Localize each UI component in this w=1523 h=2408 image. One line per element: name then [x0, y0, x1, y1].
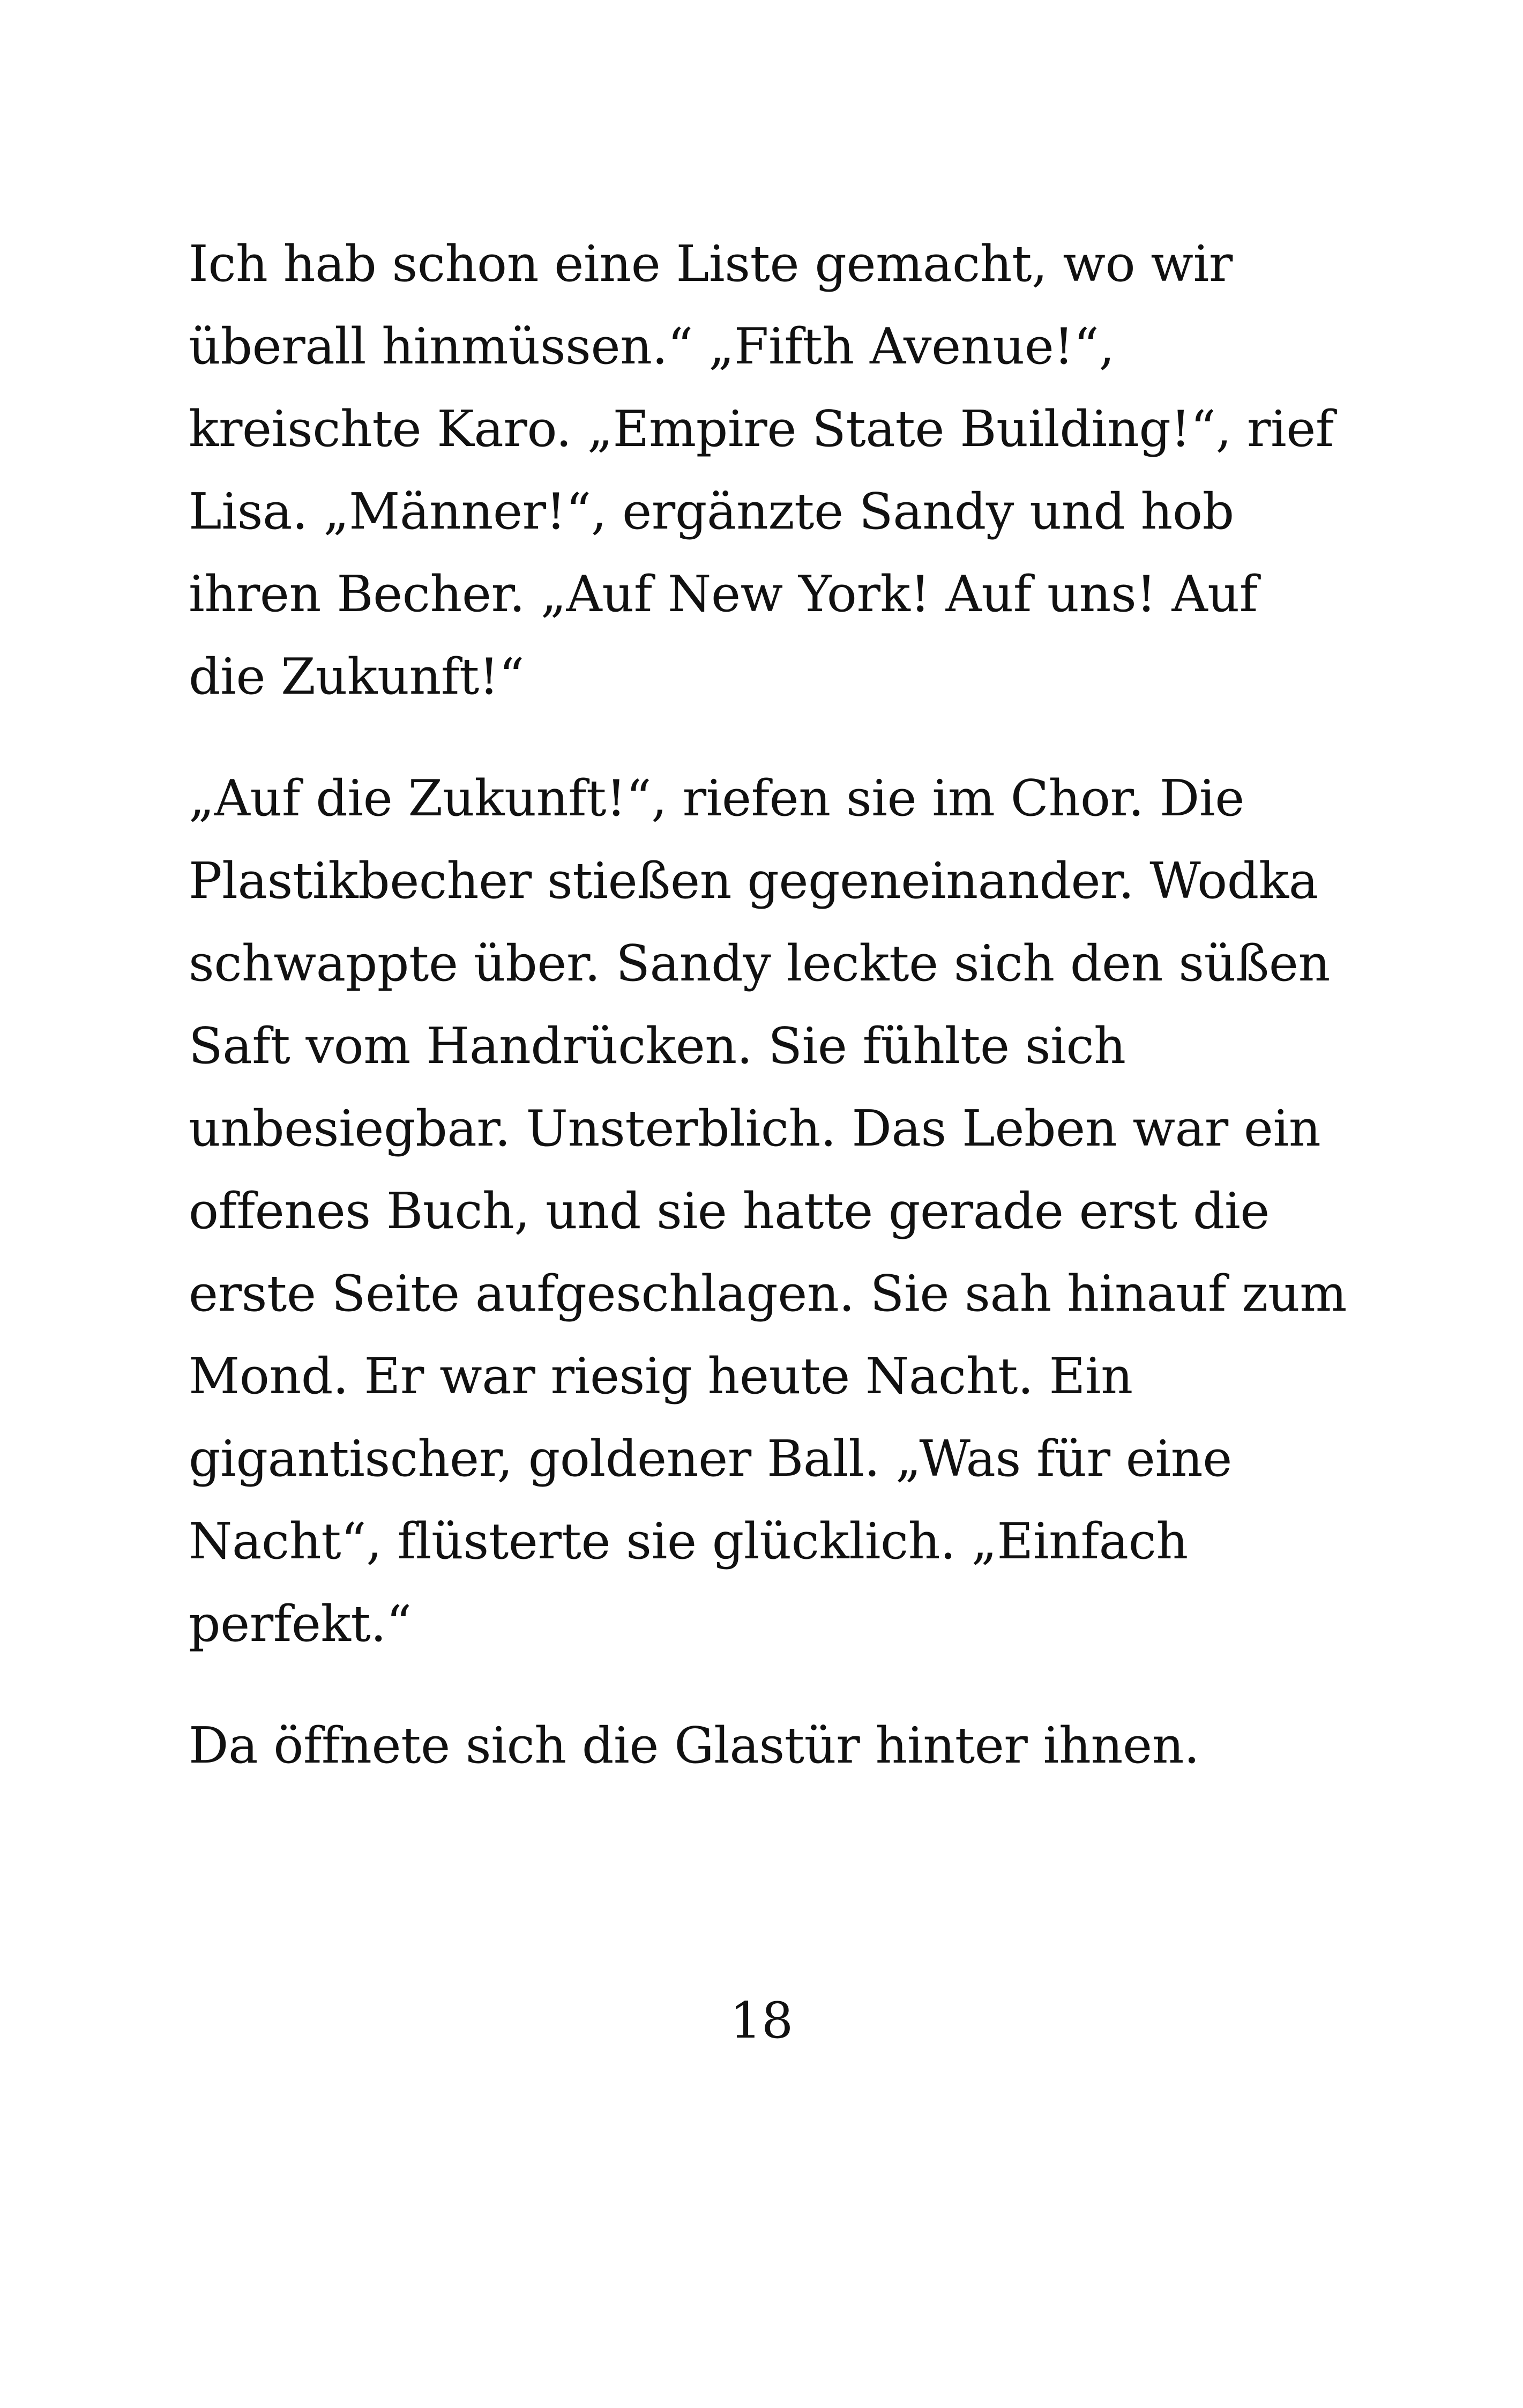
text-line: gigantischer, goldener Ball. „Was für eine	[189, 1430, 1232, 1488]
text-line: erste Seite aufgeschlagen. Sie sah hinauf zum	[189, 1265, 1347, 1322]
text-line: überall hinmüssen.“ „Fifth Avenue!“,	[189, 317, 1115, 375]
text-line: Mond. Er war riesig heute Nacht. Ein	[189, 1347, 1133, 1405]
paragraph-3	[189, 1704, 1319, 1787]
paragraph-2	[189, 757, 1347, 1665]
text-line: Lisa. „Männer!“, ergänzte Sandy und hob	[189, 482, 1234, 540]
text-line: kreischte Karo. „Empire State Building!“, rief	[189, 400, 1334, 458]
text-line: die Zukunft!“	[189, 648, 525, 705]
text-line: Ich hab schon eine Liste gemacht, wo wir	[189, 235, 1233, 293]
text-line: Saft vom Handrücken. Sie fühlte sich	[189, 1017, 1126, 1075]
page-number: 18	[729, 1991, 794, 2049]
text-line: Da öffnete sich die Glastür hinter ihnen.	[189, 1716, 1200, 1774]
text-line: offenes Buch, und sie hatte gerade erst die	[189, 1182, 1270, 1240]
text-line: unbesiegbar. Unsterblich. Das Leben war ein	[189, 1099, 1321, 1157]
text-line: Nacht“, flüsterte sie glücklich. „Einfach	[189, 1512, 1188, 1570]
text-line: schwappte über. Sandy leckte sich den süßen	[189, 934, 1331, 992]
text-line: Plastikbecher stießen gegeneinander. Wodka	[189, 852, 1318, 910]
body-text	[189, 222, 1347, 1787]
text-line: ihren Becher. „Auf New York! Auf uns! Auf	[189, 565, 1258, 623]
text-line: perfekt.“	[189, 1595, 412, 1653]
paragraph-1	[189, 222, 1334, 718]
text-line: „Auf die Zukunft!“, riefen sie im Chor. Die	[189, 769, 1244, 827]
